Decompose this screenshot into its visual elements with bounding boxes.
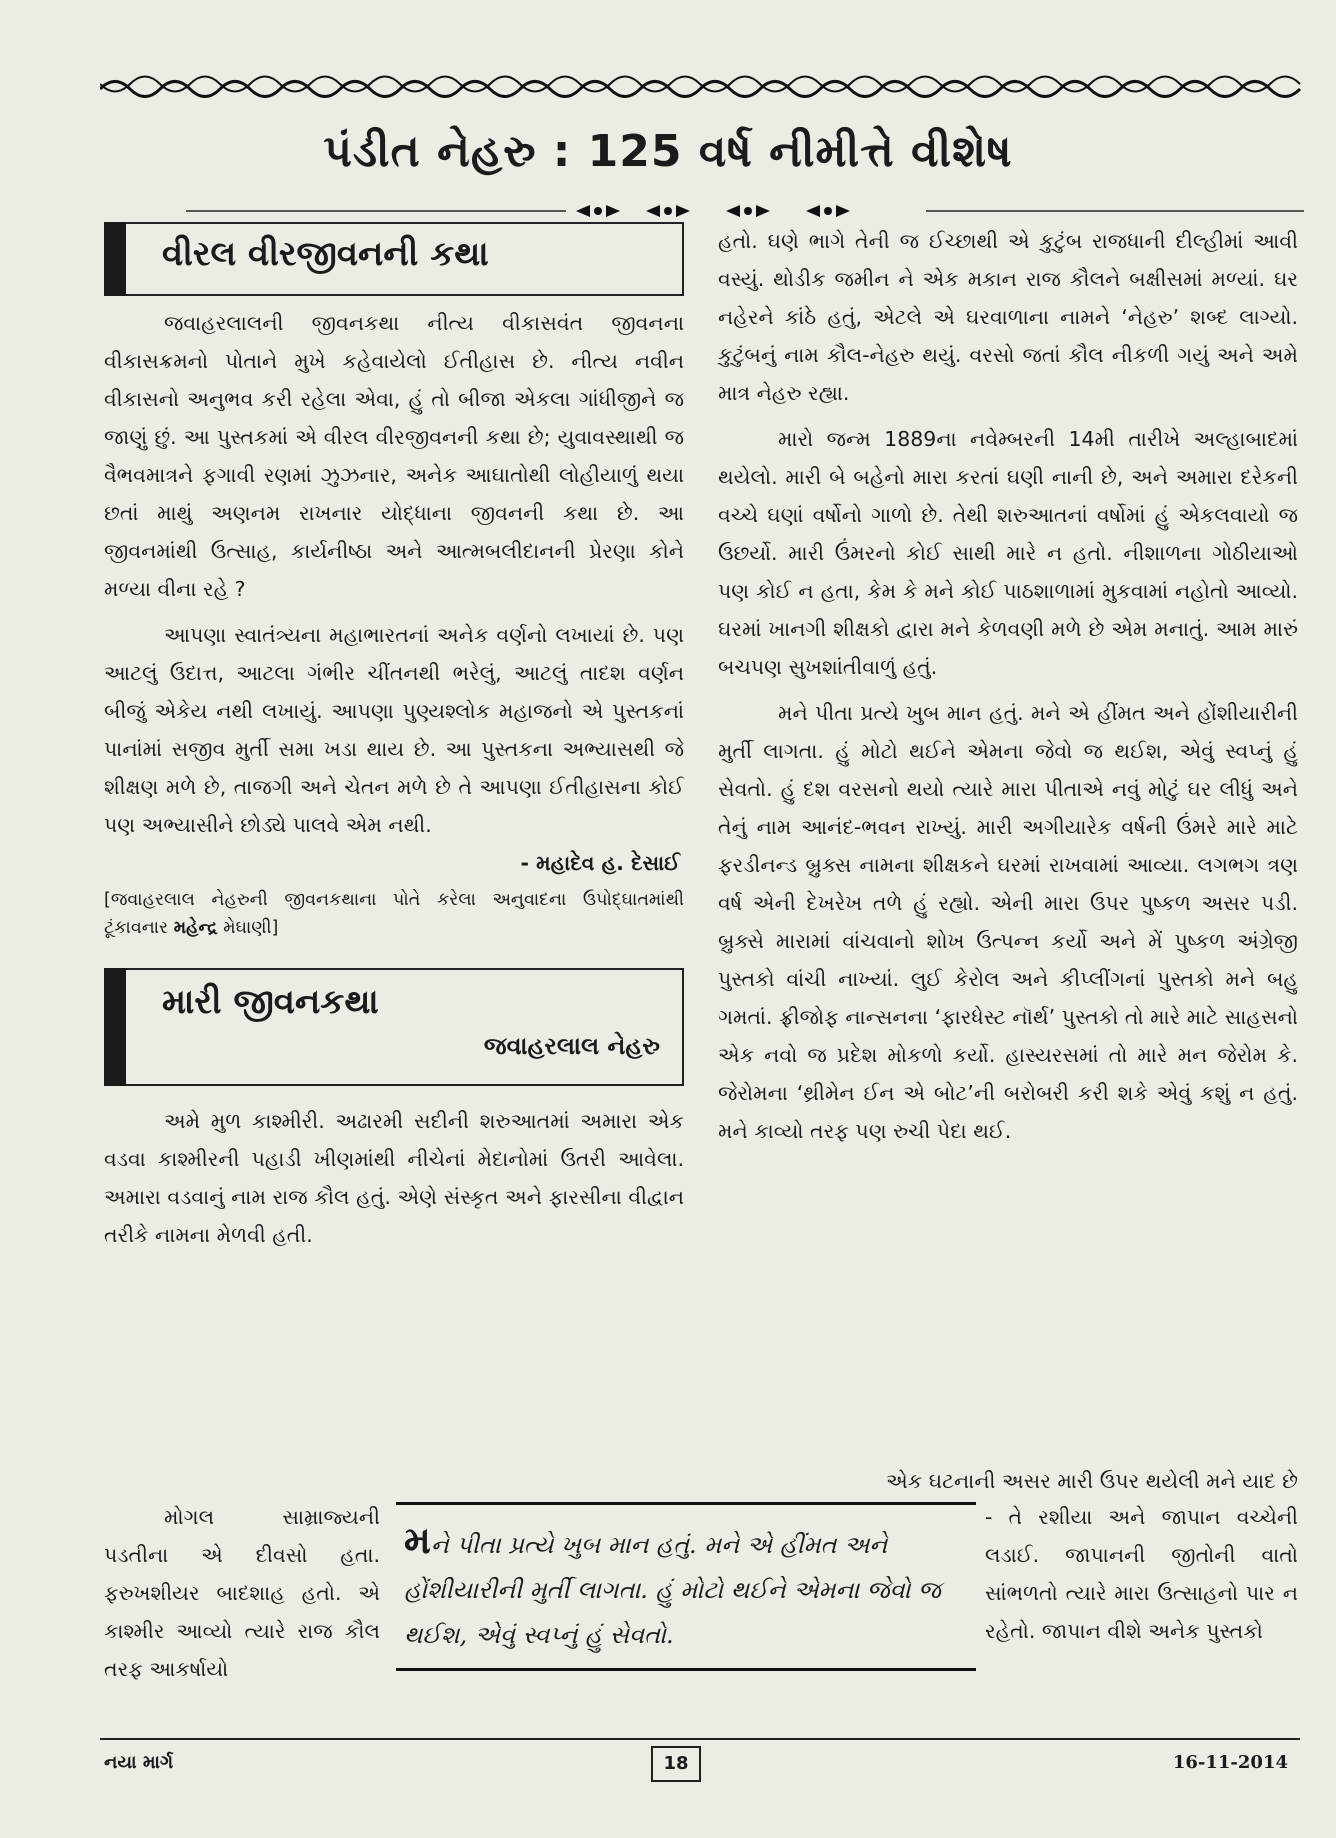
section-title-virala: વીરલ વીરજીવનની કથા <box>162 234 489 274</box>
headline-divider-ornament <box>186 200 1304 222</box>
article-paragraph: મને પીતા પ્રત્યે ખુબ માન હતું. મને એ હીંમત અને હોંશીયારીની મુર્તી લાગતા. હું મોટો થઈને એમના જેવો જ થઈશ, એવું સ્વપ્નું હું સેવતો. હું દશ વરસનો થયો ત્યારે મારા પીતાએ નવું મોટું ઘર લીધું અને તેનું નામ આનંદ-ભવન રાખ્યું. મારી અગીયારેક વર્ષની ઉંમરે મારે માટે ફરડીનન્ડ બ્રુક્સ નામના શીક્ષકને ઘરમાં રાખવામાં આવ્યા. લગભગ ત્રણ વર્ષ એની દેખરેખ તળે હું રહ્યો. એની મારા ઉપર પુષ્કળ અસર પડી. બ્રુક્સે મારામાં વાંચવાનો શોખ ઉત્પન્ન કર્યો અને મેં પુષ્કળ અંગ્રેજી પુસ્તકો વાંચી નાખ્યાં. લુઈ કેરોલ અને કીપ્લીંગનાં પુસ્તકો મને બહુ ગમતાં. ફ્રીજોફ નાન્સનના ‘ફારધેસ્ટ નૉર્થ’ પુસ્તકો તો મારે માટે સાહસનો એક નવો જ પ્રદેશ મોકળો કર્યો. હાસ્યરસમાં તો મારે મન જેરોમ કે. જેરોમના ‘થ્રીમેન ઈન એ બોટ’ની બરોબરી કરી શકે એવું કશું ન હતું. મને કાવ્યો તરફ પણ રુચી પેદા થઈ. <box>718 701 1298 1143</box>
heading-bar <box>104 968 126 1086</box>
left-column <box>104 222 684 1254</box>
section-heading-box <box>104 222 684 296</box>
pull-quote-text <box>396 1509 976 1664</box>
issue-date: 16-11-2014 <box>1172 1752 1288 1773</box>
footer-rule <box>100 1738 1300 1740</box>
article-paragraph: મારો જન્મ 1889ના નવેમ્બરની 14મી તારીખે અલ્હાબાદમાં થયેલો. મારી બે બહેનો મારા કરતાં ઘણી નાની છે, અને અમારા દરેકની વચ્ચે ઘણાં વર્ષોનો ગાળો છે. તેથી શરુઆતનાં વર્ષોમાં હું એકલવાયો જ ઉછર્યો. મારી ઉંમરનો કોઈ સાથી મારે ન હતો. નીશાળના ગોઠીયાઓ પણ કોઈ ન હતા, કેમ કે મને કોઈ પાઠશાળામાં મુકવામાં નહોતો આવ્યો. ઘરમાં ખાનગી શીક્ષકો દ્વારા મને કેળવણી મળે છે એમ મનાતું. આમ મારું બચપણ સુખશાંતીવાળું હતું. <box>718 427 1298 679</box>
article-paragraph: જવાહરલાલની જીવનકથા નીત્ય વીકાસવંત જીવનના વીકાસક્રમનો પોતાને મુખે કહેવાયેલો ઈતીહાસ છે. નીત્ય નવીન વીકાસનો અનુભવ કરી રહેલા એવા, હું તો બીજા એકલા ગાંધીજીને જ જાણું છું. આ પુસ્તકમાં એ વીરલ વીરજીવનની કથા છે; યુવાવસ્થાથી જ વૈભવમાત્રને ફગાવી રણમાં ઝુઝનાર, અનેક આઘાતોથી લોહીયાળું થયા છતાં માથું અણનમ રાખનાર યોદ્ધાના જીવનની કથા છે. આ જીવનમાંથી ઉત્સાહ, કાર્યનીષ્ઠા અને આત્મબલીદાનની પ્રેરણા કોને મળ્યા વીના રહે ? <box>104 311 684 601</box>
article-line: એક ઘટનાની અસર મારી ઉપર થયેલી મને યાદ છે <box>886 1469 1298 1493</box>
article-paragraph: - તે રશીયા અને જાપાન વચ્ચેની લડાઈ. જાપાનની જીતોની વાતો સાંભળતો ત્યારે મારા ઉત્સાહનો પાર ન રહેતો. જાપાન વીશે અનેક પુસ્તકો <box>985 1505 1298 1643</box>
right-bottom-column <box>985 1498 1298 1650</box>
quote-rule-bottom <box>396 1668 976 1671</box>
left-bottom-column <box>104 1498 380 1688</box>
note-editor-surname: મેઘાણી] <box>223 918 279 938</box>
decorative-border-ornament <box>100 72 1308 106</box>
publication-name: નયા માર્ગ <box>104 1752 174 1773</box>
article-paragraph: મોગલ સામ્રાજ્યની પડતીના એ દીવસો હતા. ફરુખશીયર બાદશાહ હતો. એ કાશ્મીર આવ્યો ત્યારે રાજ કૌલ તરફ આકર્ષાયો <box>104 1505 380 1681</box>
page-headline: પંડીત નેહરુ : 125 વર્ષ નીમીત્તે વીશેષ <box>323 126 1013 177</box>
note-text: [જવાહરલાલ નેહરુની જીવનકથાના પોતે કરેલા અનુવાદના ઉપોદ્ઘાતમાંથી ટૂંકાવનાર <box>104 890 684 938</box>
quote-rule-top <box>396 1502 976 1505</box>
section-title-mari-jivankatha: મારી જીવનકથા <box>162 982 379 1022</box>
drop-cap: મ <box>404 1517 431 1562</box>
section-byline: જવાહરલાલ નેહરુ <box>483 1032 660 1060</box>
author-signature: - મહાદેવ હ. દેસાઈ <box>520 851 680 875</box>
editorial-note <box>104 886 684 942</box>
note-editor-name: મહેન્દ્ર <box>173 918 218 938</box>
pull-quote <box>396 1498 976 1675</box>
article-paragraph: આપણા સ્વાતંત્ર્યના મહાભારતનાં અનેક વર્ણનો લખાયાં છે. પણ આટલું ઉદાત્ત, આટલા ગંભીર ચીંતનથી ભરેલું, આટલું તાદશ વર્ણન બીજું એકેય નથી લખાયું. આપણા પુણ્યશ્લોક મહાજનો એ પુસ્તકનાં પાનાંમાં સજીવ મુર્તી સમા ખડા થાય છે. આ પુસ્તકના અભ્યાસથી જે શીક્ષણ મળે છે, તાજગી અને ચેતન મળે છે તે આપણા ઈતીહાસના કોઈ પણ અભ્યાસીને છોડ્યે પાલવે એમ નથી. <box>104 623 684 837</box>
right-column <box>718 222 1298 1150</box>
article-paragraph: હતો. ઘણે ભાગે તેની જ ઈચ્છાથી એ કુટુંબ રાજધાની દીલ્હીમાં આવી વસ્યું. થોડીક જમીન ને એક મકાન રાજ કૌલને બક્ષીસમાં મળ્યાં. ઘર નહેરને કાંઠે હતું, એટલે એ ઘરવાળાના નામને ‘નેહરુ’ શબ્દ લાગ્યો. કુટુંબનું નામ કૌલ-નેહરુ થયું. વરસો જતાં કૌલ નીકળી ગયું અને અમે માત્ર નેહરુ રહ્યા. <box>718 229 1298 405</box>
article-paragraph: અમે મુળ કાશ્મીરી. અઢારમી સદીની શરુઆતમાં અમારા એક વડવા કાશ્મીરની પહાડી ખીણમાંથી નીચેનાં મેદાનોમાં ઉતરી આવેલા. અમારા વડવાનું નામ રાજ કૌલ હતું. એણે સંસ્કૃત અને ફારસીના વીદ્વાન તરીકે નામના મેળવી હતી. <box>104 1109 684 1247</box>
quote-body: ને પીતા પ્રત્યે ખુબ માન હતું. મને એ હીંમત અને હોંશીયારીની મુર્તી લાગતા. હું મોટો થઈને એમના જેવો જ થઈશ, એવું સ્વપ્નું હું સેવતો. <box>404 1531 941 1649</box>
page-number: 18 <box>651 1746 701 1782</box>
heading-bar <box>104 222 126 296</box>
section-heading-box <box>104 968 684 1086</box>
